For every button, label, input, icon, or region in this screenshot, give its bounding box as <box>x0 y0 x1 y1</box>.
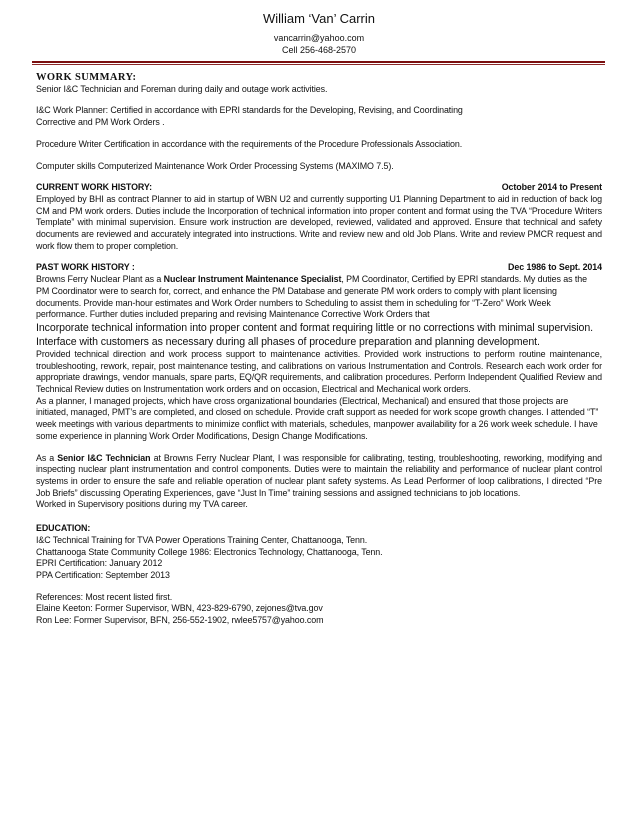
references-intro: References: Most recent listed first. <box>36 591 173 602</box>
highlight-line: Interface with customers as necessary during all phases of procedure preparation and planning development. <box>36 335 540 348</box>
header-rule-thin <box>32 64 605 65</box>
current-work-dates: October 2014 to Present <box>501 182 602 193</box>
header-rule-thick <box>32 61 605 63</box>
current-work-body: Employed by BHI as contract Planner to aid in startup of WBN U2 and currently supporting U1 Planning Department to aid in reduction of back log CM and PM work orders. Duties include the Incorporation of technical information into proper content and format using the TVA “Procedure Writers Template” with minimal supervision. Ensure work instruction are developed, reviewed, validated and approved. Ensure that technical and safety documents are reviewed and accurately integrated into instructions. Write and review new and old Job Plans. Write and review PMCR request and work flow them to proper completion. <box>36 193 602 251</box>
summary-line: Senior I&C Technician and Foreman during daily and outage work activities. <box>36 83 328 94</box>
highlight-line: Incorporate technical information into proper content and format requiring little or no corrections with minimal supervision. <box>36 321 594 334</box>
text-run: , PM Coordinator, Certified by EPRI standards. My duties as the PM Coordinator were to search for, correct, and enhance the PM Database and generate PM work orders to comply with plant licensing documents. Provide man-hour estimates and Work Order numbers to Scheduling to assist them in scheduling for “T-Zero” Work Week performance. Further duties included preparing and revising Maintenance Corrective Work Orders that <box>36 274 587 320</box>
past-work-paragraph: Worked in Supervisory positions during my TVA career. <box>36 499 248 510</box>
education-line: PPA Certification: September 2013 <box>36 569 170 580</box>
past-work-paragraph: Provided technical direction and work process support to maintenance activities. Provided work instructions to perform routine maintenance, troubleshooting, rework, repair, post maintenance testing, and calibrations on various Instrumentation and Controls. Research each work order for appropriate drawings, vendor manuals, spare parts, EQ/QR requirements, and calibration procedures. Perform Independent Qualified Review and Technical Review duties on Instrumentation work orders and on occasion, Electrical and Mechanical work orders. <box>36 348 602 395</box>
education-line: Chattanooga State Community College 1986: Electronics Technology, Chattanooga, Tenn. <box>36 546 383 557</box>
summary-line: Procedure Writer Certification in accordance with the requirements of the Procedure Professionals Association. <box>36 138 463 149</box>
summary-line: Corrective and PM Work Orders . <box>36 117 165 128</box>
current-work-heading <box>36 182 602 194</box>
summary-line: I&C Work Planner: Certified in accordance with EPRI standards for the Developing, Revising, and Coordinating <box>36 105 463 116</box>
job-title-nims: Nuclear Instrument Maintenance Specialist <box>163 274 342 285</box>
text-run: at Browns Ferry Nuclear Plant, I was responsible for calibrating, testing, troubleshooting, reworking, modifying and inspecting nuclear plant instrumentation and control components. Duties were to maintain the reliability and performance of nuclear plant control systems in order to ensure the safe and reliable operation of nuclear plant safety systems. As Lead Performer of loop calibrations, I directed “Pre Job Briefs” discussing Operating Experiences, gave “Just In Time” training sessions and assigned technicians to job locations. <box>36 452 603 498</box>
education-heading: EDUCATION: <box>36 523 91 534</box>
text-run: As a <box>36 452 58 463</box>
cell-phone: Cell 256-468-2570 <box>281 45 357 55</box>
resume-body <box>36 68 602 627</box>
education-line: I&C Technical Training for TVA Power Operations Training Center, Chattanooga, Tenn. <box>36 534 368 545</box>
past-work-paragraph <box>36 453 602 500</box>
reference-line: Ron Lee: Former Supervisor, BFN, 256-552-1902, rwlee5757@yahoo.com <box>36 615 324 626</box>
education-line: EPRI Certification: January 2012 <box>36 558 163 569</box>
past-work-dates: Dec 1986 to Sept. 2014 <box>508 262 602 273</box>
past-work-paragraph: As a planner, I managed projects, which have cross organizational boundaries (Electrical, Mechanical) and ensured that those projects are initiated, managed, PMT’s are completed, and closed on schedule. Provide craft support as needed for work scope growth changes. I attended “T” week meetings with various departments to minimize conflict with materials, schedules, manpower availability for a 26 work week schedule. I have some experience in planning Work Order Modifications, Design Change Modifications. <box>36 395 599 441</box>
past-work-title: PAST WORK HISTORY : <box>36 262 135 273</box>
current-work-title: CURRENT WORK HISTORY: <box>36 182 152 193</box>
job-title-senior-ic: Senior I&C Technician <box>57 452 151 463</box>
candidate-name: William ‘Van’ Carrin <box>263 11 375 26</box>
summary-line: Computer skills Computerized Maintenance Work Order Processing Systems (MAXIMO 7.5). <box>36 160 394 171</box>
reference-line: Elaine Keeton: Former Supervisor, WBN, 423-829-6790, zejones@tva.gov <box>36 603 323 614</box>
work-summary-heading: WORK SUMMARY: <box>36 72 137 83</box>
text-run: Browns Ferry Nuclear Plant as a <box>36 274 164 285</box>
email-address: vancarrin@yahoo.com <box>273 33 365 43</box>
past-work-paragraph <box>36 274 602 321</box>
past-work-heading <box>36 262 602 274</box>
